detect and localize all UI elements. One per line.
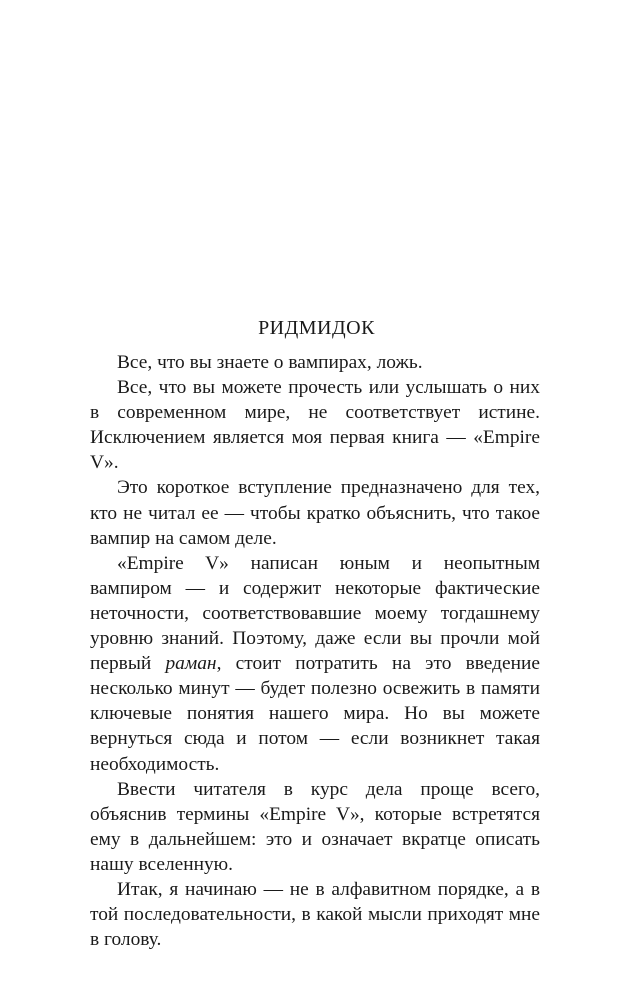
paragraph [90, 551, 540, 777]
paragraph: Все, что вы знаете о вампирах, ложь. [117, 352, 423, 373]
paragraph: Итак, я начинаю — не в алфавитном порядке, а в той последовательности, в какой мысли приходят мне в голову. [90, 878, 540, 951]
italic-word: раман [165, 653, 217, 675]
chapter-body [90, 350, 540, 952]
chapter-title: РИДМИДОК [258, 317, 375, 339]
paragraph: Это короткое вступление предназначено для тех, кто не читал ее — чтобы кратко объяснить, что такое вампир на самом деле. [90, 477, 540, 549]
paragraph-text: «Empire V» написан юным и неопытным вампиром — и содержит некоторые фактические неточности, соответствовавшие моему тогдашнему уровню знаний. Поэтому, даже если вы прочли мой первый [90, 552, 540, 675]
paragraph: Ввести читателя в курс дела проще всего, объяснив термины «Empire V», которые встретятся ему в дальнейшем: это и означает вкратце описать нашу вселенную. [90, 778, 540, 875]
paragraph: Все, что вы можете прочесть или услышать о них в современном мире, не соответствует истине. Исключением является моя первая книга — «Empire V». [90, 377, 540, 474]
paragraph-text: , стоит потратить на это введение несколько минут — будет полезно освежить в памяти ключевые понятия нашего мира. Но вы можете вернуться сюда и потом — если возникнет такая необходимость. [90, 653, 540, 775]
